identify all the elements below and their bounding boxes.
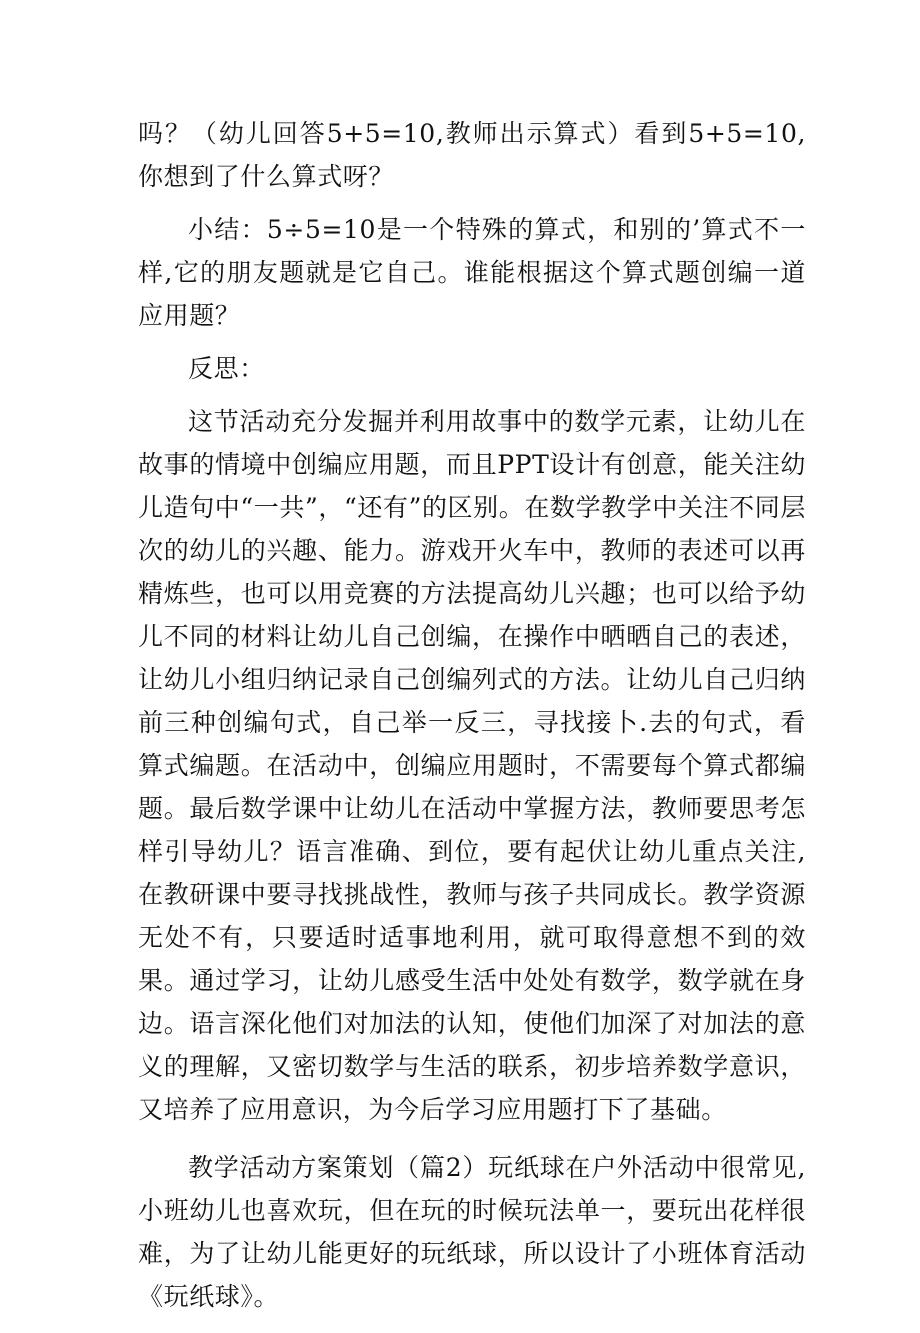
paragraph-continued-question: 吗？（幼儿回答5+5=10,教师出示算式）看到5+5=10,你想到了什么算式呀？ — [138, 119, 806, 191]
document-body — [138, 112, 806, 1333]
reflection-heading: 反思： — [188, 354, 265, 383]
paragraph-plan-2-intro: 教学活动方案策划（篇2）玩纸球在户外活动中很常见,小班幼儿也喜欢玩，但在玩的时候玩法单一，要玩出花样很难，为了让幼儿能更好的玩纸球，所以设计了小班体育活动《玩纸球》。 — [138, 1153, 806, 1311]
paragraph-summary: 小结：5÷5=10是一个特殊的算式，和别的’算式不一样,它的朋友题就是它自己。谁能根据这个算式题创编一道应用题？ — [138, 215, 806, 330]
paragraph-reflection-body: 这节活动充分发掘并利用故事中的数学元素，让幼儿在故事的情境中创编应用题，而且PPT设计有创意，能关注幼儿造句中“一共”，“还有”的区别。在数学教学中关注不同层次的幼儿的兴趣、能力。游戏开火车中，教师的表述可以再精炼些，也可以用竞赛的方法提高幼儿兴趣；也可以给予幼儿不同的材料让幼儿自己创编，在操作中晒晒自己的表述，让幼儿小组归纳记录自己创编列式的方法。让幼儿自己归纳前三种创编句式，自己举一反三，寻找接卜.去的句式，看算式编题。在活动中，创编应用题时，不需要每个算式都编题。最后数学课中让幼儿在活动中掌握方法，教师要思考怎样引导幼儿？语言准确、到位，要有起伏让幼儿重点关注,在教研课中要寻找挑战性，教师与孩子共同成长。教学资源无处不有，只要适时适事地利用，就可取得意想不到的效果。通过学习，让幼儿感受生活中处处有数学，数学就在身边。语言深化他们对加法的认知，使他们加深了对加法的意义的理解，又密切数学与生活的联系，初步培养数学意识，又培养了应用意识，为今后学习应用题打下了基础。 — [138, 407, 806, 1124]
